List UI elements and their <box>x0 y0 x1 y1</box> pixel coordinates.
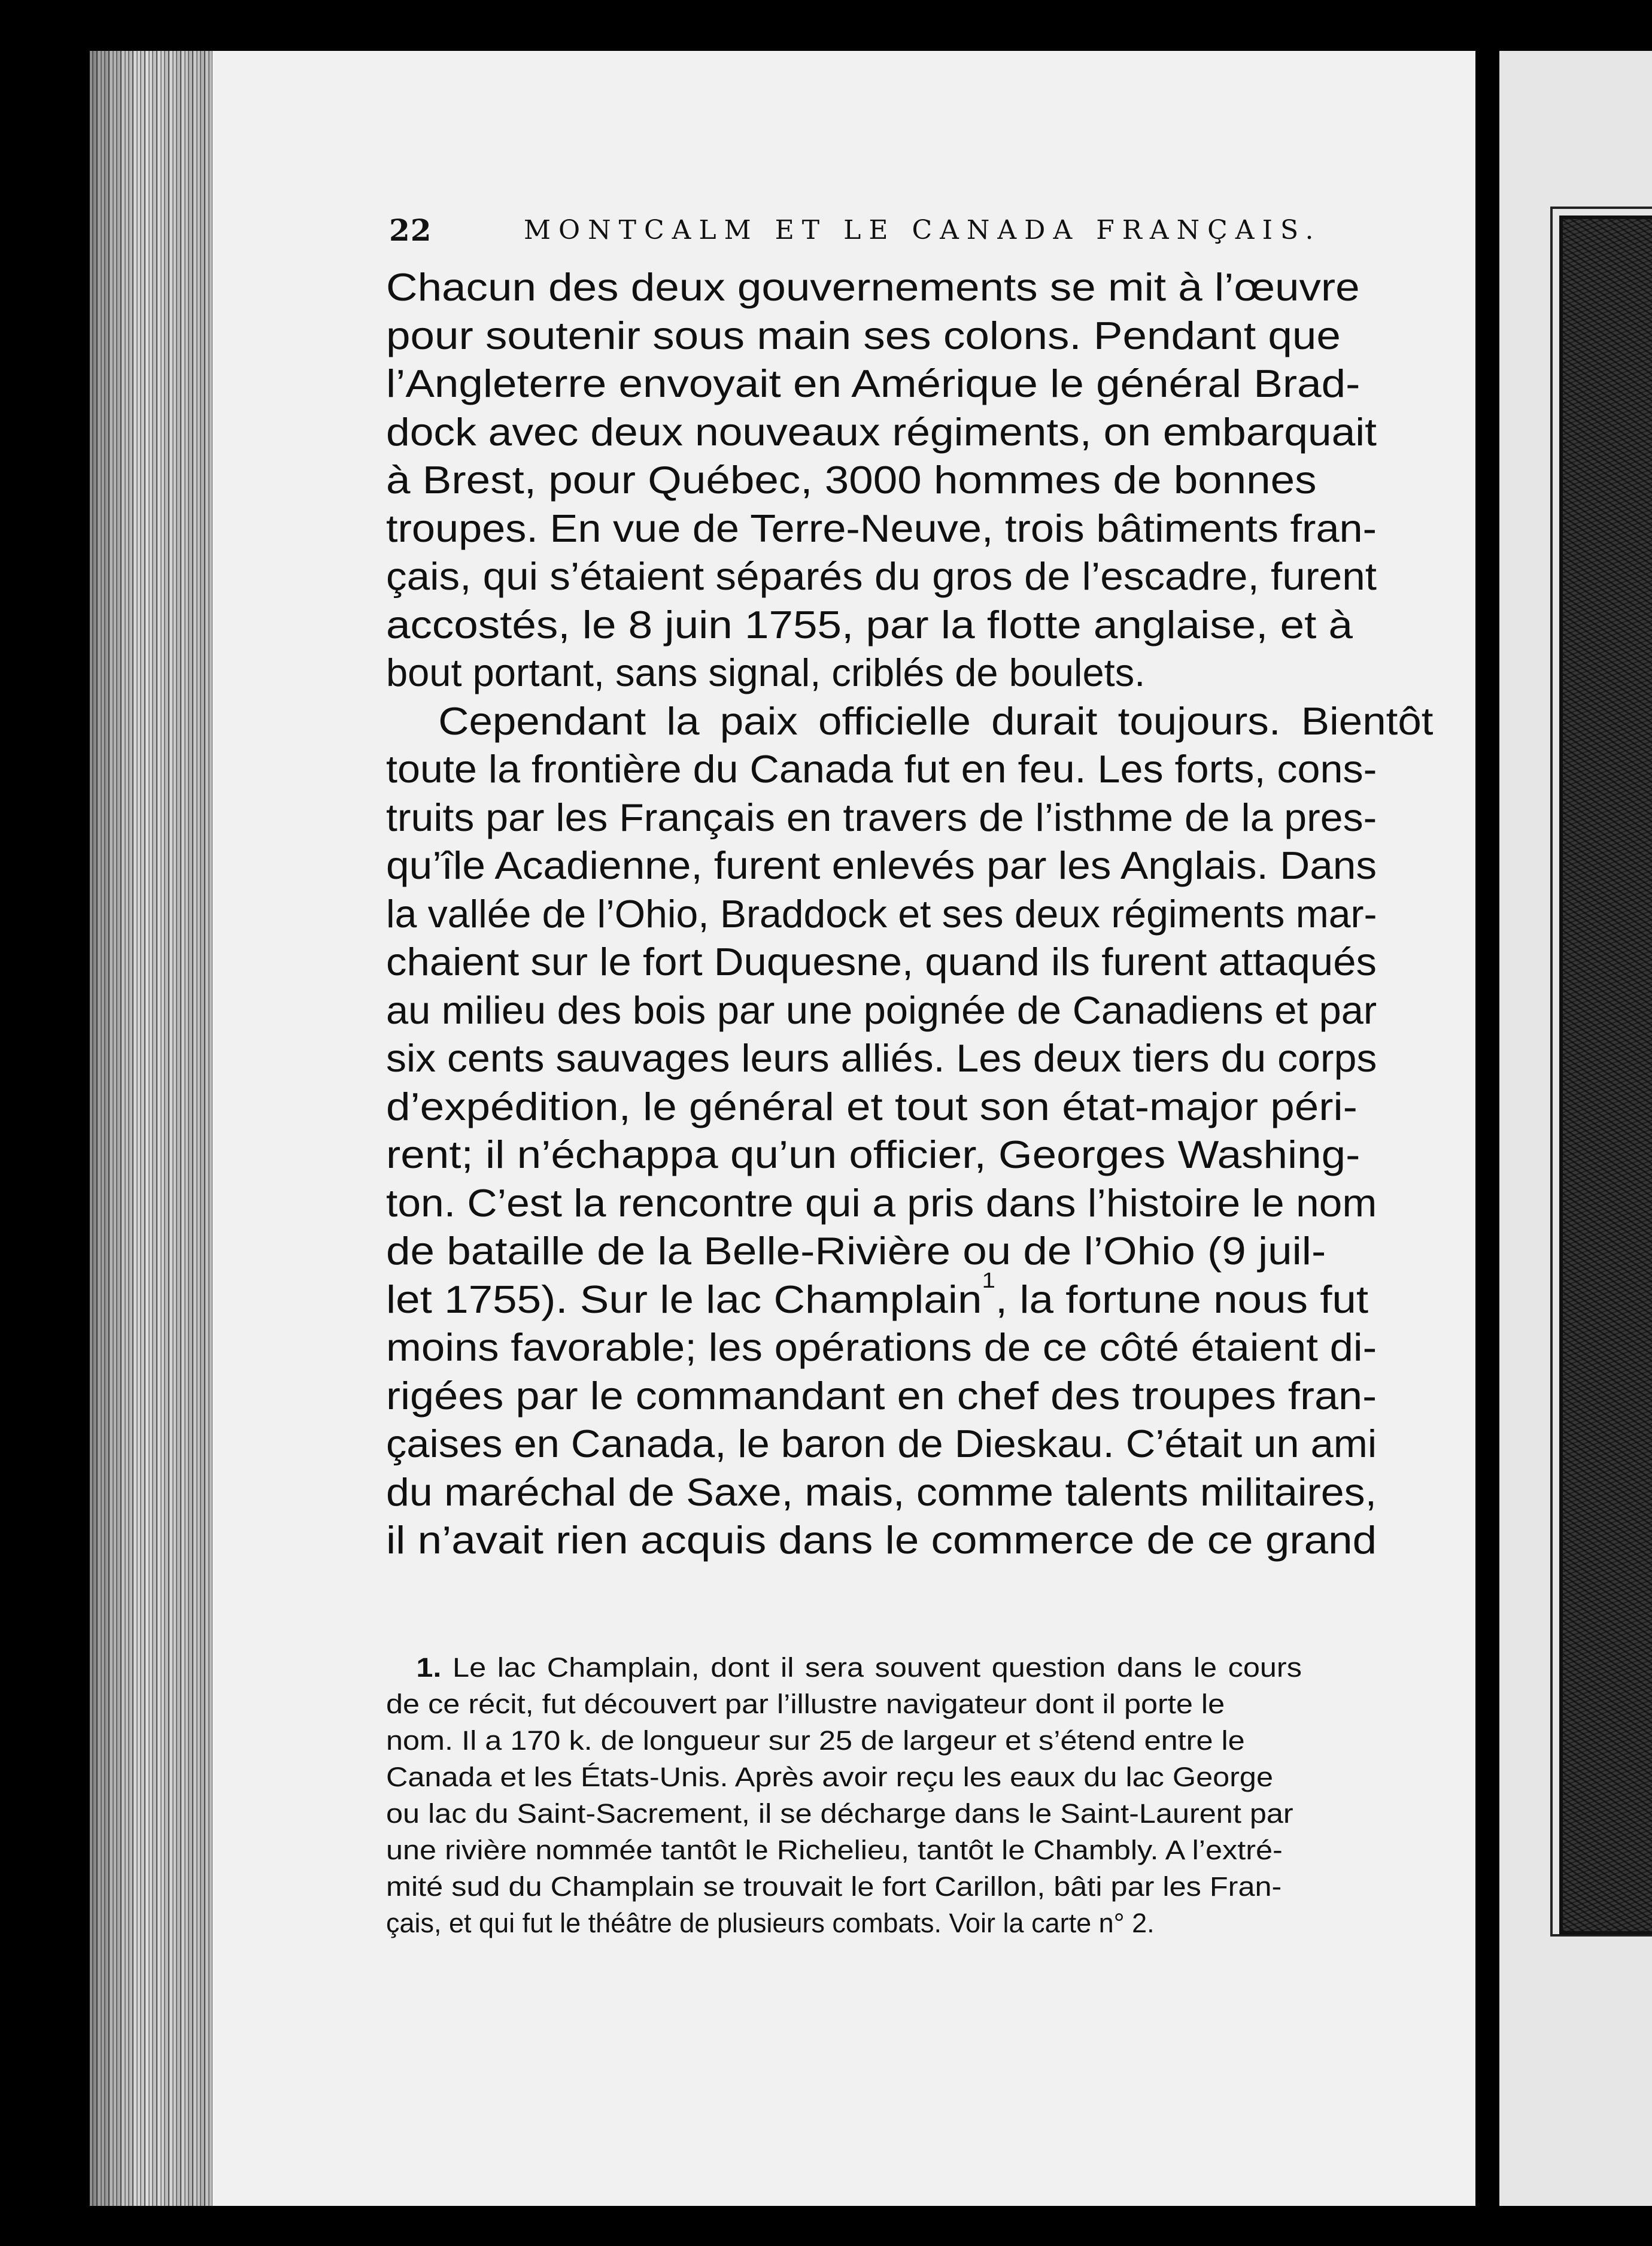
text-line: chaient sur le fort Duquesne, quand ils furent attaqués <box>386 940 1377 984</box>
text-line: qu’île Acadienne, furent enlevés par les Anglais. Dans <box>386 843 1377 887</box>
text-line: dock avec deux nouveaux régiments, on embarquait <box>386 409 1377 454</box>
footnote-reference: 1 <box>982 1267 995 1292</box>
text-line: Cependant la paix officielle durait toujours. Bientôt <box>438 699 1434 743</box>
text-segment: , la fortune nous fut <box>995 1277 1369 1321</box>
body-text <box>386 263 1434 1565</box>
text-line: çaises en Canada, le baron de Dieskau. C’était un ami <box>386 1422 1377 1465</box>
text-segment: let 1755). Sur le lac Champlain <box>386 1277 982 1321</box>
running-title: MONTCALM ET LE CANADA FRANÇAIS. <box>524 215 1322 245</box>
text-line: six cents sauvages leurs alliés. Les deux tiers du corps <box>386 1036 1377 1080</box>
footnote-line: çais, et qui fut le théâtre de plusieurs combats. Voir la carte n° 2. <box>386 1908 1155 1938</box>
footnote-line <box>386 1649 1302 1686</box>
text-line: l’Angleterre envoyait en Amérique le général Brad- <box>386 362 1361 405</box>
text-line: troupes. En vue de Terre-Neuve, trois bâtiments fran- <box>386 506 1377 550</box>
page-number: 22 <box>389 213 432 248</box>
paragraph-1 <box>386 263 1377 697</box>
paragraph-2 <box>386 697 1434 1565</box>
facing-page-engraving <box>1559 216 1652 1935</box>
text-line: la vallée de l’Ohio, Braddock et ses deux régiments mar- <box>386 891 1377 936</box>
footnote-marker: 1. <box>416 1652 442 1683</box>
text-line-with-note <box>386 1267 1369 1324</box>
text-line: il n’avait rien acquis dans le commerce de ce grand <box>386 1518 1377 1562</box>
text-line: truits par les Français en travers de l’isthme de la pres- <box>386 795 1377 839</box>
text-line: accostés, le 8 juin 1755, par la flotte anglaise, et à <box>386 602 1353 647</box>
running-head <box>389 213 1322 248</box>
footnote-line: Canada et les États-Unis. Après avoir reçu les eaux du lac George <box>386 1762 1273 1792</box>
footnote <box>386 1649 1377 1941</box>
footnote-line: nom. Il a 170 k. de longueur sur 25 de largeur et s’étend entre le <box>386 1725 1245 1756</box>
footnote-line: une rivière nommée tantôt le Richelieu, tantôt le Chambly. A l’extré- <box>386 1835 1283 1865</box>
text-line: Chacun des deux gouvernements se mit à l’œuvre <box>386 265 1360 309</box>
footnote-text: Le lac Champlain, dont il sera souvent question dans le cours <box>453 1652 1302 1683</box>
text-line: toute la frontière du Canada fut en feu. Les forts, cons- <box>386 747 1377 791</box>
footnote-line: de ce récit, fut découvert par l’illustre navigateur dont il porte le <box>386 1689 1225 1719</box>
text-line: de bataille de la Belle-Rivière ou de l’Ohio (9 juil- <box>386 1229 1326 1273</box>
text-line: pour soutenir sous main ses colons. Pendant que <box>386 313 1341 357</box>
page-stack-edges <box>90 51 218 2206</box>
text-line: bout portant, sans signal, criblés de boulets. <box>386 651 1146 694</box>
text-line: rent; il n’échappa qu’un officier, Georges Washing- <box>386 1133 1361 1176</box>
book-gutter <box>1475 42 1502 2221</box>
text-line: moins favorable; les opérations de ce côté étaient di- <box>386 1325 1377 1369</box>
text-line: au milieu des bois par une poignée de Canadiens et par <box>386 988 1377 1032</box>
footnote-line: ou lac du Saint-Sacrement, il se décharge dans le Saint-Laurent par <box>386 1798 1293 1829</box>
text-line: du maréchal de Saxe, mais, comme talents militaires, <box>386 1470 1377 1514</box>
text-line: à Brest, pour Québec, 3000 hommes de bonnes <box>386 458 1317 502</box>
text-line: d’expédition, le général et tout son état-major péri- <box>386 1084 1358 1128</box>
footnote-line: mité sud du Champlain se trouvait le fort Carillon, bâti par les Fran- <box>386 1871 1282 1902</box>
text-line: çais, qui s’étaient séparés du gros de l’escadre, furent <box>386 554 1377 598</box>
text-line: rigées par le commandant en chef des troupes fran- <box>386 1373 1377 1418</box>
text-line: ton. C’est la rencontre qui a pris dans l’histoire le nom <box>386 1180 1377 1225</box>
